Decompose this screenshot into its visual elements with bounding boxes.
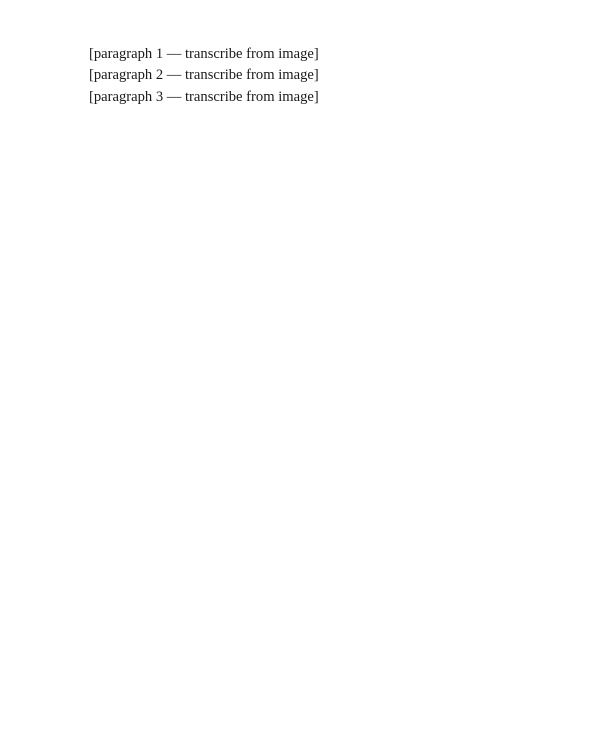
paragraph: [paragraph 1 — transcribe from image] xyxy=(88,46,319,62)
paragraph: [paragraph 3 — transcribe from image] xyxy=(88,88,319,105)
paragraph: [paragraph 2 — transcribe from image] xyxy=(88,67,319,84)
text-column xyxy=(70,44,538,108)
